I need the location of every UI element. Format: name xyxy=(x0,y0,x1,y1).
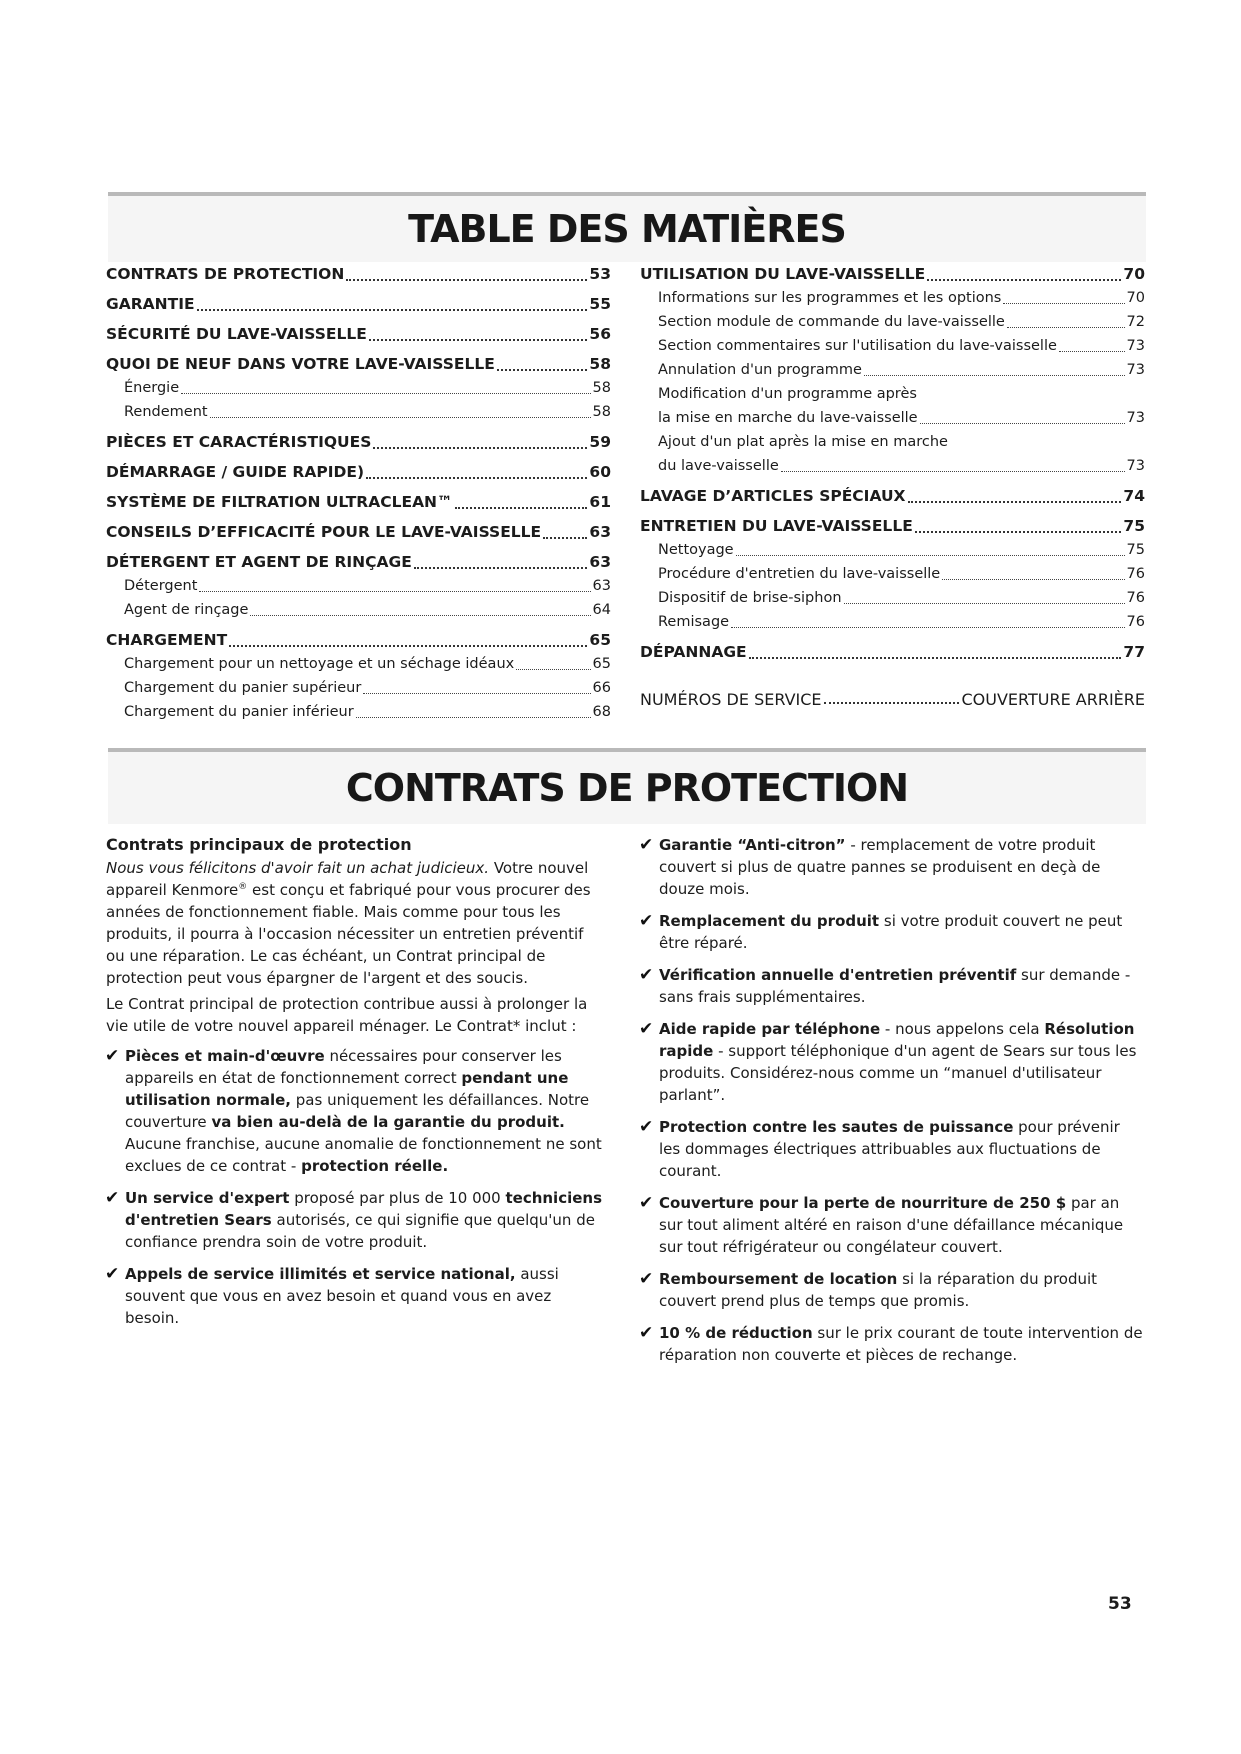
toc-entry xyxy=(640,538,1145,562)
coverage-item-text: Vérification annuelle d'entretien préventif xyxy=(659,966,1017,984)
toc-entry-label: CHARGEMENT xyxy=(106,631,228,649)
toc-entry-label: la mise en marche du lave-vaisselle xyxy=(658,410,918,426)
toc-entry-label: QUOI DE NEUF DANS VOTRE LAVE-VAISSELLE xyxy=(106,355,495,373)
coverage-item-text: techniciens d'entretien Sears xyxy=(125,1189,603,1229)
coverage-item xyxy=(106,1263,606,1329)
toc-leader-dots xyxy=(915,531,1122,533)
toc-entry-label: DÉTERGENT ET AGENT DE RINÇAGE xyxy=(106,553,412,571)
toc-entry xyxy=(106,550,611,574)
toc-leader-dots xyxy=(543,537,587,539)
toc-leader-dots xyxy=(363,693,590,694)
checkmark-icon: ✔ xyxy=(105,1264,120,1284)
toc-entry-page: 58 xyxy=(592,404,611,420)
coverage-item-text: si la réparation du produit couvert prend plus de temps que promis. xyxy=(659,1270,1098,1310)
coverage-item-text: sur demande - sans frais supplémentaires. xyxy=(659,966,1131,1006)
toc-entry xyxy=(106,292,611,316)
toc-entry-label: Section module de commande du lave-vaisselle xyxy=(658,314,1005,330)
toc-entry xyxy=(106,598,611,622)
toc-entry xyxy=(640,690,1145,709)
intro-text-2: est conçu et fabriqué pour vous procurer des années de fonctionnement fiable. Mais comme pour tous les produits, il pourra à l'occasion nécessiter un entretien préventif ou une réparation. Le cas échéant, un Contrat principal de protection peut vous épargner de l'argent et des soucis. xyxy=(106,881,591,987)
toc-entry-label: Procédure d'entretien du lave-vaisselle xyxy=(658,566,941,582)
coverage-item-text: - nous appelons cela xyxy=(880,1020,1045,1038)
toc-entry-label: CONSEILS D’EFFICACITÉ POUR LE LAVE-VAISSELLE xyxy=(106,523,542,541)
toc-leader-dots xyxy=(356,717,591,718)
contracts-right-column xyxy=(640,834,1145,1376)
toc-entry xyxy=(640,262,1145,286)
toc-leader-dots xyxy=(1007,327,1125,328)
page-number: 53 xyxy=(1108,1594,1132,1614)
coverage-item xyxy=(106,1187,606,1253)
toc-entry-page: 75 xyxy=(1126,542,1145,558)
toc-entry-label: Section commentaires sur l'utilisation du lave-vaisselle xyxy=(658,338,1057,354)
coverage-item-text: Pièces et main-d'œuvre xyxy=(125,1047,325,1065)
toc-entry xyxy=(640,406,1145,430)
toc-left-column xyxy=(106,262,611,724)
toc-entry xyxy=(640,610,1145,634)
toc-entry-page: 53 xyxy=(589,265,611,283)
toc-entry xyxy=(640,310,1145,334)
coverage-item xyxy=(106,1045,606,1177)
coverage-item-text: autorisés, ce qui signifie que quelqu'un de confiance prendra soin de votre produit. xyxy=(125,1211,595,1251)
intro-text-1: Votre nouvel appareil Kenmore xyxy=(106,859,589,899)
toc-leader-dots xyxy=(908,501,1122,503)
toc-entry-label: SÉCURITÉ DU LAVE-VAISSELLE xyxy=(106,325,367,343)
checkmark-icon: ✔ xyxy=(639,965,654,985)
toc-entry xyxy=(640,286,1145,310)
coverage-item-text: Aide rapide par téléphone xyxy=(659,1020,881,1038)
toc-leader-dots xyxy=(844,603,1125,604)
toc-entry-label: Chargement du panier inférieur xyxy=(124,704,354,720)
toc-entry-page: 76 xyxy=(1126,566,1145,582)
toc-leader-dots xyxy=(927,279,1121,281)
checkmark-icon: ✔ xyxy=(639,835,654,855)
toc-entry-label: Dispositif de brise-siphon xyxy=(658,590,842,606)
coverage-item xyxy=(640,1116,1145,1182)
intro-lead: Nous vous félicitons d'avoir fait un achat judicieux. xyxy=(106,859,490,877)
coverage-item xyxy=(640,1322,1145,1366)
toc-entry-label: SYSTÈME DE FILTRATION ULTRACLEAN™ xyxy=(106,493,453,511)
toc-entry-label: Rendement xyxy=(124,404,208,420)
toc-entry-label: Chargement pour un nettoyage et un séchage idéaux xyxy=(124,656,515,672)
coverage-item-text: nécessaires pour conserver les appareils en état de fonctionnement correct xyxy=(125,1047,562,1087)
toc-entry xyxy=(106,520,611,544)
toc-leader-dots xyxy=(229,645,587,647)
toc-entry-page: 68 xyxy=(592,704,611,720)
toc-entry-page: 74 xyxy=(1123,487,1145,505)
toc-entry-page: 66 xyxy=(592,680,611,696)
coverage-item-text: si votre produit couvert ne peut être réparé. xyxy=(659,912,1123,952)
coverage-item-text: Couverture pour la perte de nourriture de 250 $ xyxy=(659,1194,1067,1212)
checkmark-icon: ✔ xyxy=(639,1019,654,1039)
toc-entry xyxy=(106,628,611,652)
toc-entry-label: CONTRATS DE PROTECTION xyxy=(106,265,345,283)
toc-leader-dots xyxy=(373,447,587,449)
coverage-item xyxy=(640,1268,1145,1312)
toc-entry xyxy=(640,514,1145,538)
toc-entry-label: Ajout d'un plat après la mise en marche xyxy=(658,434,948,450)
toc-leader-dots xyxy=(749,657,1122,659)
toc-entry xyxy=(640,640,1145,664)
toc-leader-dots xyxy=(497,369,588,371)
toc-entry-label: ENTRETIEN DU LAVE-VAISSELLE xyxy=(640,517,913,535)
toc-leader-dots xyxy=(181,393,590,394)
toc-entry-page: 63 xyxy=(592,578,611,594)
toc-entry xyxy=(640,358,1145,382)
toc-entry-label: Remisage xyxy=(658,614,730,630)
coverage-item-text: - remplacement de votre produit couvert si plus de quatre pannes se produisent en deçà de douze mois. xyxy=(659,836,1101,898)
toc-leader-dots xyxy=(346,279,587,281)
right-bullets xyxy=(640,834,1145,1366)
toc-leader-dots xyxy=(1003,303,1124,304)
toc-entry xyxy=(106,676,611,700)
toc-entry-page: 61 xyxy=(589,493,611,511)
coverage-item xyxy=(640,964,1145,1008)
coverage-item-text: protection réelle. xyxy=(301,1157,449,1175)
contracts-heading: Contrats principaux de protection xyxy=(106,835,412,854)
toc-entry-page: COUVERTURE ARRIÈRE xyxy=(961,690,1145,709)
toc-leader-dots xyxy=(942,579,1124,580)
toc-entry xyxy=(106,490,611,514)
toc-entry xyxy=(640,454,1145,478)
toc-entry xyxy=(106,262,611,286)
coverage-item xyxy=(640,1018,1145,1106)
toc-entry-page: 65 xyxy=(589,631,611,649)
left-bullets xyxy=(106,1045,606,1329)
toc-entry-page: 73 xyxy=(1126,338,1145,354)
toc-entry-label: DÉPANNAGE xyxy=(640,643,747,661)
toc-entry-page: 56 xyxy=(589,325,611,343)
toc-entry-label: NUMÉROS DE SERVICE xyxy=(640,690,822,709)
toc-entry-page: 58 xyxy=(589,355,611,373)
coverage-item-text: Remplacement du produit xyxy=(659,912,880,930)
coverage-item-text: Protection contre les sautes de puissance xyxy=(659,1118,1014,1136)
toc-entry xyxy=(640,334,1145,358)
toc-entry-page: 58 xyxy=(592,380,611,396)
coverage-item-text: aussi souvent que vous en avez besoin et quand vous en avez besoin. xyxy=(125,1265,559,1327)
toc-entry-page: 64 xyxy=(592,602,611,618)
coverage-item-text: va bien au-delà de la garantie du produit. xyxy=(211,1113,565,1131)
toc-entry-label: Énergie xyxy=(124,380,180,396)
checkmark-icon: ✔ xyxy=(639,1117,654,1137)
toc-entry xyxy=(106,700,611,724)
toc-entry-label: UTILISATION DU LAVE-VAISSELLE xyxy=(640,265,926,283)
toc-entry-page: 70 xyxy=(1126,290,1145,306)
coverage-item-text: Aucune franchise, aucune anomalie de fonctionnement ne sont exclues de ce contrat - xyxy=(125,1135,602,1175)
coverage-item-text: Un service d'expert xyxy=(125,1189,290,1207)
registered-mark: ® xyxy=(238,882,248,892)
checkmark-icon: ✔ xyxy=(105,1046,120,1066)
toc-entry-label: Annulation d'un programme xyxy=(658,362,862,378)
coverage-item xyxy=(640,1192,1145,1258)
toc-leader-dots xyxy=(455,507,588,509)
toc-leader-dots xyxy=(781,471,1125,472)
toc-entry-page: 70 xyxy=(1123,265,1145,283)
toc-leader-dots xyxy=(920,423,1125,424)
contracts-intro xyxy=(106,857,606,989)
contracts-para2: Le Contrat principal de protection contribue aussi à prolonger la vie utile de votre nouvel appareil ménager. Le Contrat* inclut : xyxy=(106,995,588,1035)
toc-entry xyxy=(106,322,611,346)
toc-entry-label: GARANTIE xyxy=(106,295,195,313)
toc-title: TABLE DES MATIÈRES xyxy=(408,207,846,251)
toc-entry xyxy=(640,586,1145,610)
toc-leader-dots xyxy=(250,615,590,616)
toc-entry-label: DÉMARRAGE / GUIDE RAPIDE) xyxy=(106,463,365,481)
checkmark-icon: ✔ xyxy=(105,1188,120,1208)
toc-entry-label: LAVAGE D’ARTICLES SPÉCIAUX xyxy=(640,487,906,505)
coverage-item xyxy=(640,910,1145,954)
toc-entry-page: 65 xyxy=(592,656,611,672)
toc-leader-dots xyxy=(210,417,591,418)
coverage-item-text: pour prévenir les dommages électriques attribuables aux fluctuations de courant. xyxy=(659,1118,1120,1180)
coverage-item-text: proposé par plus de 10 000 xyxy=(289,1189,506,1207)
toc-entry xyxy=(106,652,611,676)
toc-entry-page: 75 xyxy=(1123,517,1145,535)
toc-entry-label: PIÈCES ET CARACTÉRISTIQUES xyxy=(106,433,372,451)
toc-entry-page: 55 xyxy=(589,295,611,313)
checkmark-icon: ✔ xyxy=(639,1323,654,1343)
toc-entry-page: 72 xyxy=(1126,314,1145,330)
contracts-title: CONTRATS DE PROTECTION xyxy=(345,766,909,810)
toc-entry-page: 63 xyxy=(589,523,611,541)
coverage-item-text: pas uniquement les défaillances. Notre couverture xyxy=(125,1091,590,1131)
coverage-item-text: - support téléphonique d'un agent de Sears sur tous les produits. Considérez-nous comme un “manuel d'utilisateur parlant”. xyxy=(659,1042,1137,1104)
toc-leader-dots xyxy=(414,567,588,569)
toc-entry-page: 77 xyxy=(1123,643,1145,661)
toc-entry xyxy=(640,382,1145,406)
checkmark-icon: ✔ xyxy=(639,911,654,931)
toc-entry-label: du lave-vaisselle xyxy=(658,458,779,474)
toc-entry xyxy=(106,400,611,424)
toc-entry-page: 73 xyxy=(1126,410,1145,426)
toc-entry-label: Informations sur les programmes et les options xyxy=(658,290,1002,306)
toc-right-column xyxy=(640,262,1145,709)
toc-leader-dots xyxy=(516,669,590,670)
toc-leader-dots xyxy=(366,477,587,479)
coverage-item-text: Résolution rapide xyxy=(659,1020,1135,1060)
coverage-item-text: pendant une utilisation normale, xyxy=(125,1069,569,1109)
toc-leader-dots xyxy=(199,591,590,592)
toc-entry-page: 73 xyxy=(1126,362,1145,378)
toc-entry-page: 63 xyxy=(589,553,611,571)
toc-leader-dots xyxy=(197,309,588,311)
toc-entry xyxy=(106,460,611,484)
toc-leader-dots xyxy=(731,627,1124,628)
toc-entry-label: Chargement du panier supérieur xyxy=(124,680,362,696)
toc-leader-dots xyxy=(824,702,960,704)
toc-entry xyxy=(640,430,1145,454)
toc-entry xyxy=(640,484,1145,508)
toc-leader-dots xyxy=(1059,351,1125,352)
toc-entry xyxy=(106,376,611,400)
toc-entry-label: Nettoyage xyxy=(658,542,734,558)
coverage-item xyxy=(640,834,1145,900)
coverage-item-text: Garantie “Anti-citron” xyxy=(659,836,846,854)
toc-entry-page: 60 xyxy=(589,463,611,481)
toc-entry-page: 76 xyxy=(1126,614,1145,630)
toc-leader-dots xyxy=(736,555,1125,556)
toc-entry xyxy=(106,352,611,376)
coverage-item-text: sur le prix courant de toute intervention de réparation non couverte et pièces de rechange. xyxy=(659,1324,1143,1364)
toc-entry xyxy=(106,430,611,454)
checkmark-icon: ✔ xyxy=(639,1193,654,1213)
toc-entry-label: Détergent xyxy=(124,578,198,594)
coverage-item-text: Remboursement de location xyxy=(659,1270,898,1288)
coverage-item-text: Appels de service illimités et service national, xyxy=(125,1265,516,1283)
toc-entry-page: 59 xyxy=(589,433,611,451)
coverage-item-text: 10 % de réduction xyxy=(659,1324,813,1342)
toc-entry-page: 73 xyxy=(1126,458,1145,474)
toc-entry xyxy=(640,562,1145,586)
contracts-left-column xyxy=(106,834,606,1339)
toc-entry xyxy=(106,574,611,598)
checkmark-icon: ✔ xyxy=(639,1269,654,1289)
coverage-item-text: par an sur tout aliment altéré en raison d'une défaillance mécanique sur tout réfrigérateur ou congélateur couvert. xyxy=(659,1194,1124,1256)
toc-entry-label: Agent de rinçage xyxy=(124,602,249,618)
toc-entry-label: Modification d'un programme après xyxy=(658,386,917,402)
toc-entry-page: 76 xyxy=(1126,590,1145,606)
toc-leader-dots xyxy=(369,339,588,341)
toc-leader-dots xyxy=(864,375,1125,376)
